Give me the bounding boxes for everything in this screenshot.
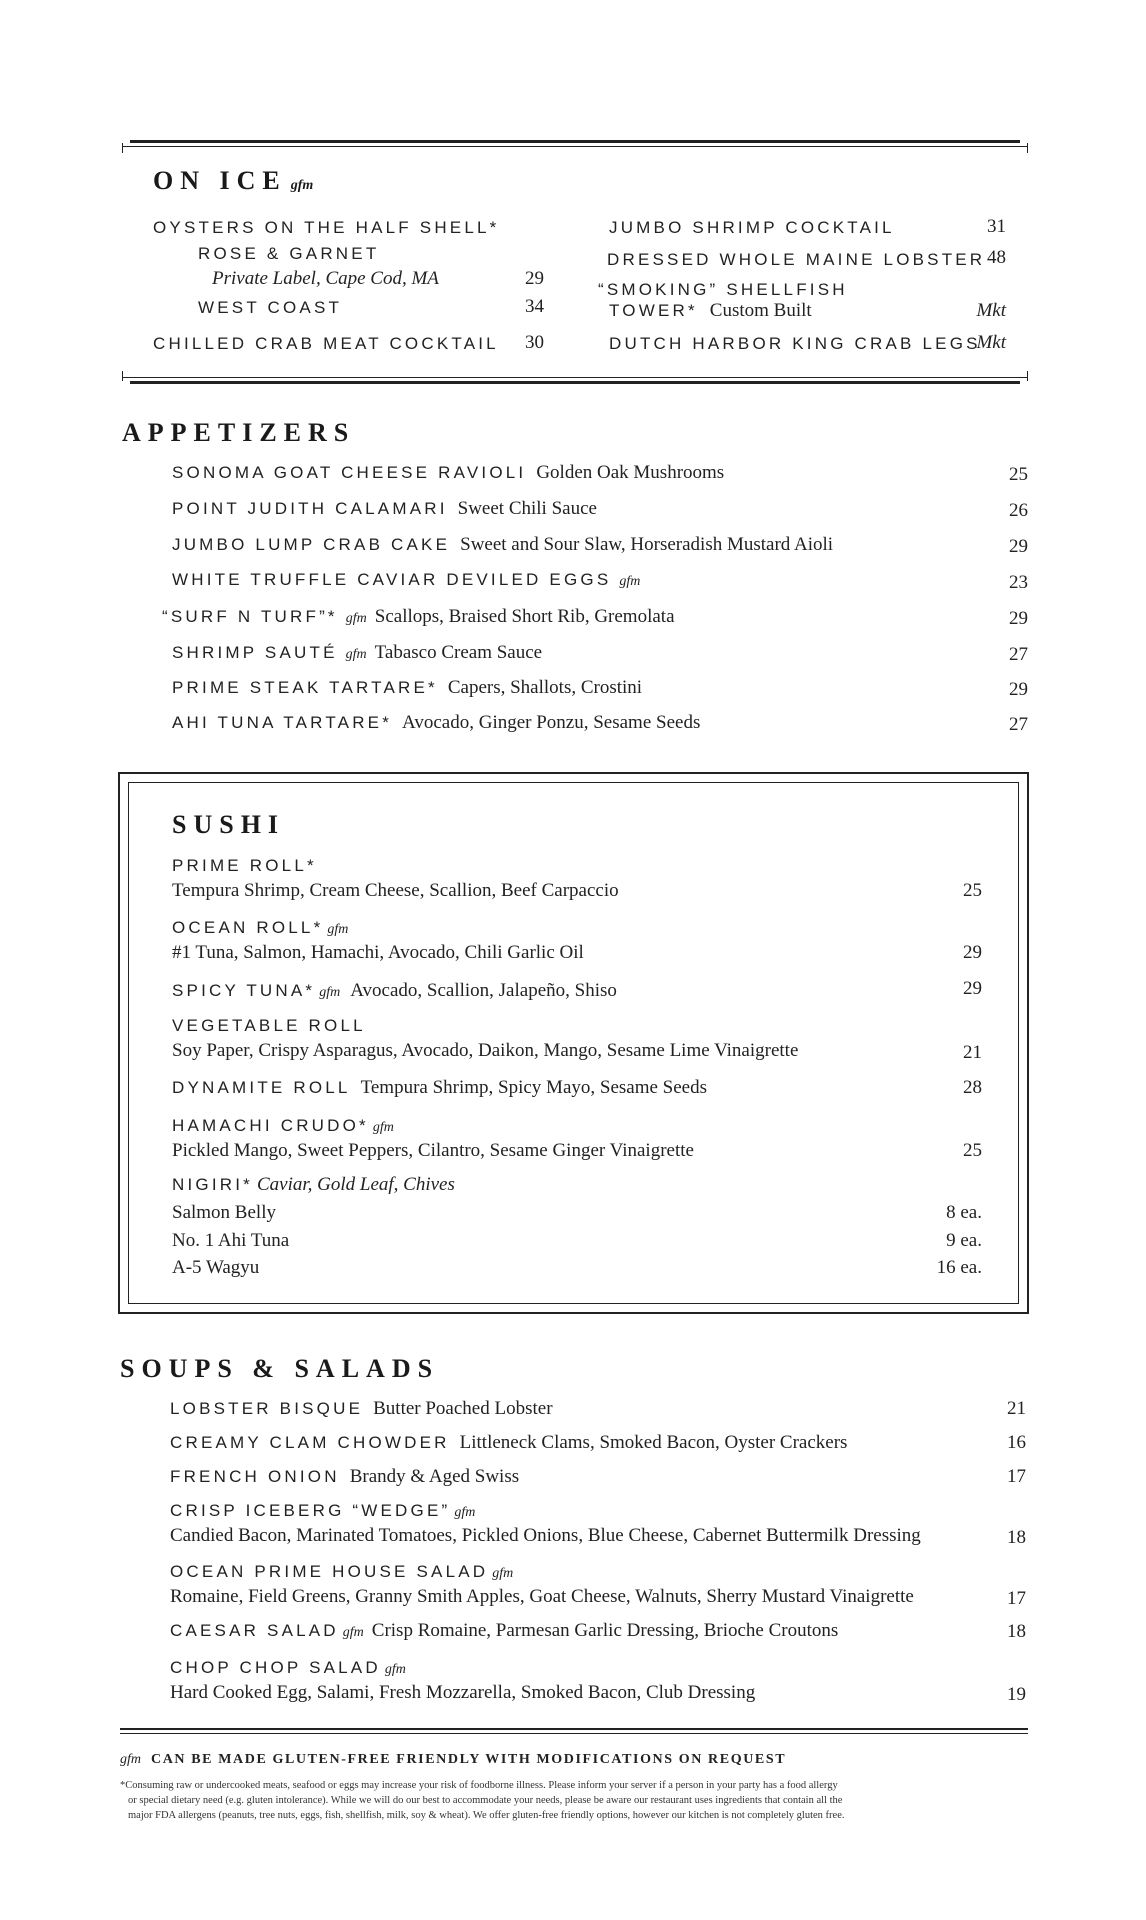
- lobster-name: DRESSED WHOLE MAINE LOBSTER: [607, 250, 986, 269]
- on-ice-top-rule-cap-right: [1027, 143, 1028, 153]
- soup-row: [170, 1432, 847, 1454]
- appetizer-name: PRIME STEAK TARTARE*: [172, 678, 438, 697]
- on-ice-top-rule: [130, 140, 1020, 143]
- ocean-roll-name: OCEAN ROLL*: [172, 918, 324, 937]
- footer-rule-thin: [120, 1733, 1028, 1734]
- appetizer-price: 25: [1009, 464, 1028, 485]
- crab-cocktail-name: CHILLED CRAB MEAT COCKTAIL: [153, 334, 499, 353]
- gf-mark: gfm: [619, 574, 641, 589]
- nigiri-title: [172, 1174, 455, 1196]
- hamachi-desc: Pickled Mango, Sweet Peppers, Cilantro, Sesame Ginger Vinaigrette: [172, 1140, 694, 1161]
- lobster-price: 48: [987, 247, 1006, 268]
- tower-name-line1: “SMOKING” SHELLFISH: [598, 280, 848, 299]
- salad-title: [170, 1501, 475, 1521]
- appetizer-name: SONOMA GOAT CHEESE RAVIOLI: [172, 463, 527, 482]
- disclaimer: [120, 1778, 1030, 1823]
- hamachi-price: 25: [963, 1140, 982, 1161]
- oysters-title: OYSTERS ON THE HALF SHELL*: [153, 218, 500, 237]
- soup-row: [170, 1398, 553, 1420]
- soups-heading: SOUPS & SALADS: [120, 1354, 440, 1383]
- disclaimer-line: *Consuming raw or undercooked meats, seafood or eggs may increase your risk of foodborne illness. Please inform your server if a person in your party has a food allergy: [120, 1780, 838, 1791]
- hamachi-title: [172, 1116, 394, 1136]
- appetizer-name: POINT JUDITH CALAMARI: [172, 499, 448, 518]
- tower-line2: [609, 300, 812, 322]
- on-ice-bottom-rule: [130, 381, 1020, 384]
- appetizer-name: WHITE TRUFFLE CAVIAR DEVILED EGGS: [172, 570, 612, 589]
- gf-mark: gfm: [384, 1662, 406, 1677]
- on-ice-top-rule-cap-left: [122, 143, 123, 153]
- salad-price: 18: [1007, 1527, 1026, 1548]
- ocean-roll-desc: #1 Tuna, Salmon, Hamachi, Avocado, Chili Garlic Oil: [172, 942, 584, 963]
- on-ice-bottom-rule-thin: [122, 377, 1028, 378]
- appetizer-name: SHRIMP SAUTÉ: [172, 643, 338, 662]
- appetizer-price: 26: [1009, 500, 1028, 521]
- nigiri-name: NIGIRI*: [172, 1175, 253, 1194]
- appetizer-desc: Sweet Chili Sauce: [457, 498, 597, 519]
- appetizer-row: [172, 677, 642, 699]
- soup-desc: Littleneck Clams, Smoked Bacon, Oyster Crackers: [459, 1432, 848, 1453]
- appetizer-desc: Tabasco Cream Sauce: [374, 642, 543, 663]
- salad-desc: Romaine, Field Greens, Granny Smith Apples, Goat Cheese, Walnuts, Sherry Mustard Vinaigrette: [170, 1586, 914, 1607]
- gf-mark: gfm: [120, 1752, 141, 1767]
- on-ice-bottom-rule-cap-right: [1027, 371, 1028, 381]
- on-ice-heading: ON ICE gfm: [153, 166, 314, 195]
- salad-name: OCEAN PRIME HOUSE SALAD: [170, 1562, 489, 1581]
- tower-price: Mkt: [976, 300, 1006, 321]
- gf-mark: gfm: [345, 611, 367, 626]
- soup-row: [170, 1466, 519, 1488]
- nigiri-item-name: Salmon Belly: [172, 1202, 276, 1223]
- spicy-tuna-price: 29: [963, 978, 982, 999]
- rose-garnet-name: ROSE & GARNET: [198, 244, 380, 263]
- king-crab-name: DUTCH HARBOR KING CRAB LEGS: [609, 334, 981, 353]
- nigiri-item-price: 8 ea.: [946, 1202, 982, 1223]
- soup-name: FRENCH ONION: [170, 1467, 340, 1486]
- shrimp-cocktail-name: JUMBO SHRIMP COCKTAIL: [609, 218, 895, 237]
- on-ice-top-rule-thin: [122, 146, 1028, 147]
- dynamite-roll-name: DYNAMITE ROLL: [172, 1078, 351, 1097]
- vegetable-roll-desc: Soy Paper, Crispy Asparagus, Avocado, Daikon, Mango, Sesame Lime Vinaigrette: [172, 1040, 799, 1061]
- soup-name: CREAMY CLAM CHOWDER: [170, 1433, 450, 1452]
- disclaimer-line: major FDA allergens (peanuts, tree nuts, eggs, fish, shellfish, milk, soy & wheat). We offer gluten-free friendly options, however our kitchen is not completely gluten free.: [128, 1810, 845, 1821]
- appetizer-row: [172, 642, 542, 664]
- on-ice-bottom-rule-cap-left: [122, 371, 123, 381]
- ocean-roll-price: 29: [963, 942, 982, 963]
- salad-name: CHOP CHOP SALAD: [170, 1658, 381, 1677]
- appetizer-row: [172, 534, 833, 556]
- appetizer-desc: Golden Oak Mushrooms: [536, 462, 725, 483]
- ocean-roll-title: [172, 918, 348, 938]
- salad-price: 19: [1007, 1684, 1026, 1705]
- appetizer-row: [162, 606, 675, 628]
- soup-desc: Butter Poached Lobster: [373, 1398, 553, 1419]
- appetizer-desc: Sweet and Sour Slaw, Horseradish Mustard Aioli: [460, 534, 834, 555]
- appetizer-desc: Capers, Shallots, Crostini: [447, 677, 643, 698]
- gf-mark: gfm: [372, 1120, 394, 1135]
- dynamite-roll-price: 28: [963, 1077, 982, 1098]
- gf-mark: gfm: [327, 922, 349, 937]
- gf-mark: gfm: [492, 1566, 514, 1581]
- prime-roll-desc: Tempura Shrimp, Cream Cheese, Scallion, Beef Carpaccio: [172, 880, 619, 901]
- appetizer-row: [172, 712, 700, 734]
- appetizer-row: [172, 570, 640, 590]
- west-coast-name: WEST COAST: [198, 298, 343, 317]
- dynamite-roll-desc: Tempura Shrimp, Spicy Mayo, Sesame Seeds: [360, 1077, 708, 1098]
- gluten-free-note-text: CAN BE MADE GLUTEN-FREE FRIENDLY WITH MODIFICATIONS ON REQUEST: [151, 1752, 787, 1767]
- gf-mark: gfm: [454, 1505, 476, 1520]
- appetizer-name: JUMBO LUMP CRAB CAKE: [172, 535, 451, 554]
- salad-price: 18: [1007, 1621, 1026, 1642]
- appetizer-price: 27: [1009, 644, 1028, 665]
- soup-desc: Brandy & Aged Swiss: [349, 1466, 520, 1487]
- salad-desc: Candied Bacon, Marinated Tomatoes, Pickled Onions, Blue Cheese, Cabernet Buttermilk Dressing: [170, 1525, 921, 1546]
- appetizer-desc: Avocado, Ginger Ponzu, Sesame Seeds: [402, 712, 701, 733]
- tower-desc: Custom Built: [709, 300, 812, 321]
- appetizer-price: 23: [1009, 572, 1028, 593]
- appetizer-price: 29: [1009, 679, 1028, 700]
- prime-roll-name: PRIME ROLL*: [172, 856, 317, 875]
- vegetable-roll-price: 21: [963, 1042, 982, 1063]
- salad-desc: Crisp Romaine, Parmesan Garlic Dressing, Brioche Croutons: [371, 1620, 839, 1641]
- salad-name: CRISP ICEBERG “WEDGE”: [170, 1501, 451, 1520]
- dynamite-roll-row: [172, 1077, 707, 1099]
- salad-row: [170, 1620, 838, 1642]
- soup-price: 21: [1007, 1398, 1026, 1419]
- prime-roll-price: 25: [963, 880, 982, 901]
- nigiri-item-price: 9 ea.: [946, 1230, 982, 1251]
- west-coast-price: 34: [525, 296, 544, 317]
- appetizers-heading: APPETIZERS: [122, 418, 356, 447]
- gf-mark: gfm: [290, 178, 314, 193]
- nigiri-item-name: A-5 Wagyu: [172, 1257, 260, 1278]
- spicy-tuna-row: [172, 980, 617, 1002]
- king-crab-price: Mkt: [976, 332, 1006, 353]
- salad-name: CAESAR SALAD: [170, 1621, 339, 1640]
- appetizer-price: 29: [1009, 608, 1028, 629]
- appetizer-name: AHI TUNA TARTARE*: [172, 713, 393, 732]
- appetizer-price: 29: [1009, 536, 1028, 557]
- rose-garnet-price: 29: [525, 268, 544, 289]
- sushi-heading: SUSHI: [172, 810, 286, 839]
- footer-rule: [120, 1728, 1028, 1730]
- appetizer-desc: Scallops, Braised Short Rib, Gremolata: [374, 606, 675, 627]
- soup-price: 16: [1007, 1432, 1026, 1453]
- soup-name: LOBSTER BISQUE: [170, 1399, 364, 1418]
- nigiri-desc: Caviar, Gold Leaf, Chives: [256, 1174, 455, 1195]
- crab-cocktail-price: 30: [525, 332, 544, 353]
- salad-desc: Hard Cooked Egg, Salami, Fresh Mozzarella, Smoked Bacon, Club Dressing: [170, 1682, 756, 1703]
- disclaimer-line: or special dietary need (e.g. gluten intolerance). While we will do our best to accommodate your needs, please be aware our restaurant uses ingredients that contain all the: [128, 1795, 843, 1806]
- rose-garnet-desc: Private Label, Cape Cod, MA: [212, 268, 439, 289]
- salad-price: 17: [1007, 1588, 1026, 1609]
- hamachi-name: HAMACHI CRUDO*: [172, 1116, 369, 1135]
- salad-title: [170, 1658, 406, 1678]
- vegetable-roll-name: VEGETABLE ROLL: [172, 1016, 366, 1035]
- spicy-tuna-desc: Avocado, Scallion, Jalapeño, Shiso: [350, 980, 617, 1001]
- gluten-free-note: [120, 1750, 786, 1768]
- appetizer-price: 27: [1009, 714, 1028, 735]
- gf-mark: gfm: [342, 1625, 364, 1640]
- shrimp-cocktail-price: 31: [987, 216, 1006, 237]
- nigiri-item-name: No. 1 Ahi Tuna: [172, 1230, 290, 1251]
- appetizer-row: [172, 498, 597, 520]
- nigiri-item-price: 16 ea.: [936, 1257, 982, 1278]
- tower-name-line2: TOWER*: [609, 301, 698, 320]
- salad-title: [170, 1562, 513, 1582]
- gf-mark: gfm: [345, 647, 367, 662]
- gf-mark: gfm: [319, 985, 341, 1000]
- soup-price: 17: [1007, 1466, 1026, 1487]
- appetizer-name: “SURF N TURF”*: [162, 607, 338, 626]
- appetizer-row: [172, 462, 724, 484]
- spicy-tuna-name: SPICY TUNA*: [172, 981, 316, 1000]
